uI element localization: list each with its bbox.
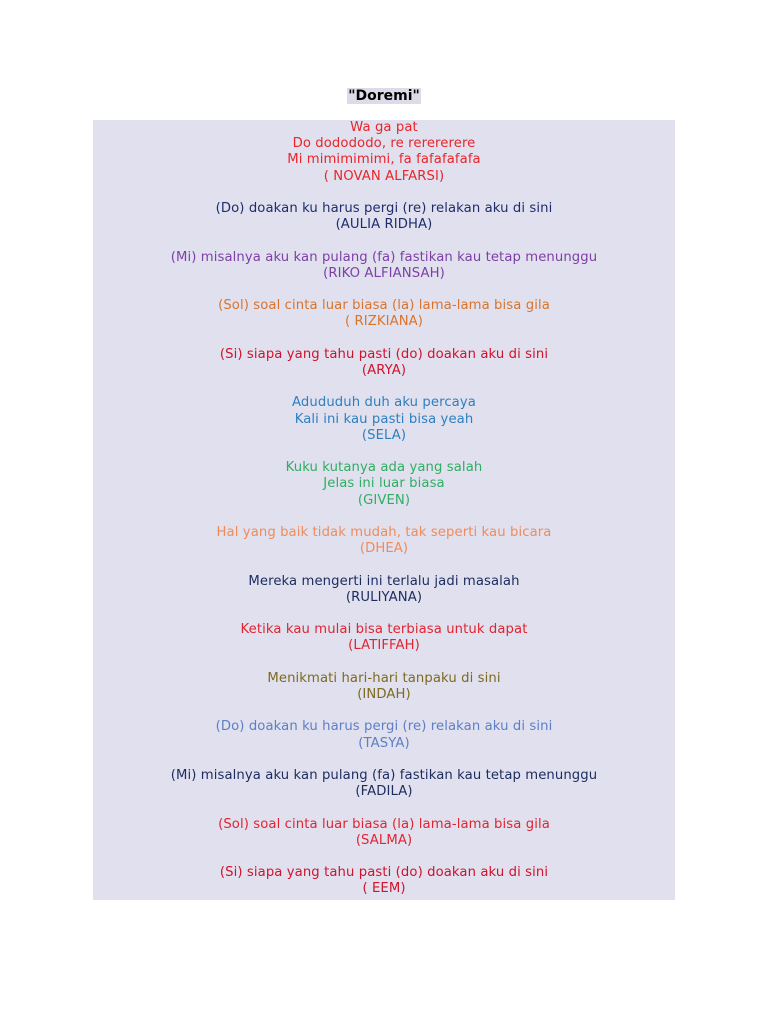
lyric-line: Menikmati hari-hari tanpaku di sini	[267, 670, 501, 686]
lyric-stanza	[93, 395, 675, 444]
lyric-line: (Si) siapa yang tahu pasti (do) doakan aku di sini	[219, 865, 549, 881]
document-title	[0, 87, 768, 105]
lyric-line: (Mi) misalnya aku kan pulang (fa) fastikan kau tetap menunggu	[170, 249, 598, 265]
lyric-line: Wa ga pat	[350, 120, 418, 135]
singer-name: (DHEA)	[359, 541, 409, 557]
lyric-stanza	[93, 622, 675, 654]
lyric-line: (Do) doakan ku harus pergi (re) relakan aku di sini	[215, 719, 553, 735]
singer-name: (TASYA)	[358, 735, 410, 751]
lyric-stanza	[93, 120, 675, 185]
singer-name: (INDAH)	[357, 686, 411, 702]
lyric-stanza	[93, 525, 675, 557]
lyric-line: Jelas ini luar biasa	[323, 476, 445, 492]
singer-name: (FADILA)	[355, 784, 413, 800]
lyric-stanza	[93, 460, 675, 509]
lyric-line: (Mi) misalnya aku kan pulang (fa) fastikan kau tetap menunggu	[170, 767, 598, 783]
singer-name: ( RIZKIANA)	[344, 314, 424, 330]
lyric-stanza	[93, 671, 675, 703]
lyric-line: (Do) doakan ku harus pergi (re) relakan aku di sini	[215, 201, 553, 216]
lyric-stanza	[93, 768, 675, 800]
singer-name: (SELA)	[361, 427, 407, 443]
lyric-line: Mereka mengerti ini terlalu jadi masalah	[248, 573, 520, 589]
singer-name: ( NOVAN ALFARSI)	[323, 168, 445, 184]
lyrics-block	[93, 120, 675, 914]
lyric-stanza	[93, 201, 675, 233]
singer-name: (AULIA RIDHA)	[335, 217, 433, 233]
lyric-line: Mi mimimimimi, fa fafafafafa	[287, 152, 481, 168]
lyric-stanza	[93, 817, 675, 849]
lyric-stanza	[93, 719, 675, 751]
lyric-stanza	[93, 865, 675, 897]
singer-name: (RIKO ALFIANSAH)	[323, 265, 445, 281]
singer-name: (SALMA)	[355, 832, 413, 848]
singer-name: (LATIFFAH)	[348, 638, 420, 654]
lyric-stanza	[93, 574, 675, 606]
singer-name: (RULIYANA)	[345, 589, 423, 605]
lyric-stanza	[93, 347, 675, 379]
lyric-line: (Sol) soal cinta luar biasa (la) lama-lama bisa gila	[218, 816, 550, 832]
lyric-stanza	[93, 250, 675, 282]
lyric-line: (Si) siapa yang tahu pasti (do) doakan aku di sini	[219, 346, 549, 362]
lyric-line: Do dodododo, re rerererere	[292, 136, 476, 152]
lyric-line: Kuku kutanya ada yang salah	[285, 460, 483, 476]
singer-name: (GIVEN)	[357, 492, 411, 508]
singer-name: (ARYA)	[361, 362, 407, 378]
lyric-line: Ketika kau mulai bisa terbiasa untuk dapat	[240, 622, 528, 638]
lyric-stanza	[93, 298, 675, 330]
lyric-line: Kali ini kau pasti bisa yeah	[294, 411, 474, 427]
lyric-line: Adududuh duh aku percaya	[292, 395, 476, 411]
singer-name: ( EEM)	[362, 881, 406, 897]
lyric-line: (Sol) soal cinta luar biasa (la) lama-lama bisa gila	[218, 298, 550, 314]
lyric-line: Hal yang baik tidak mudah, tak seperti kau bicara	[216, 524, 552, 540]
title-text: "Doremi"	[348, 88, 420, 104]
